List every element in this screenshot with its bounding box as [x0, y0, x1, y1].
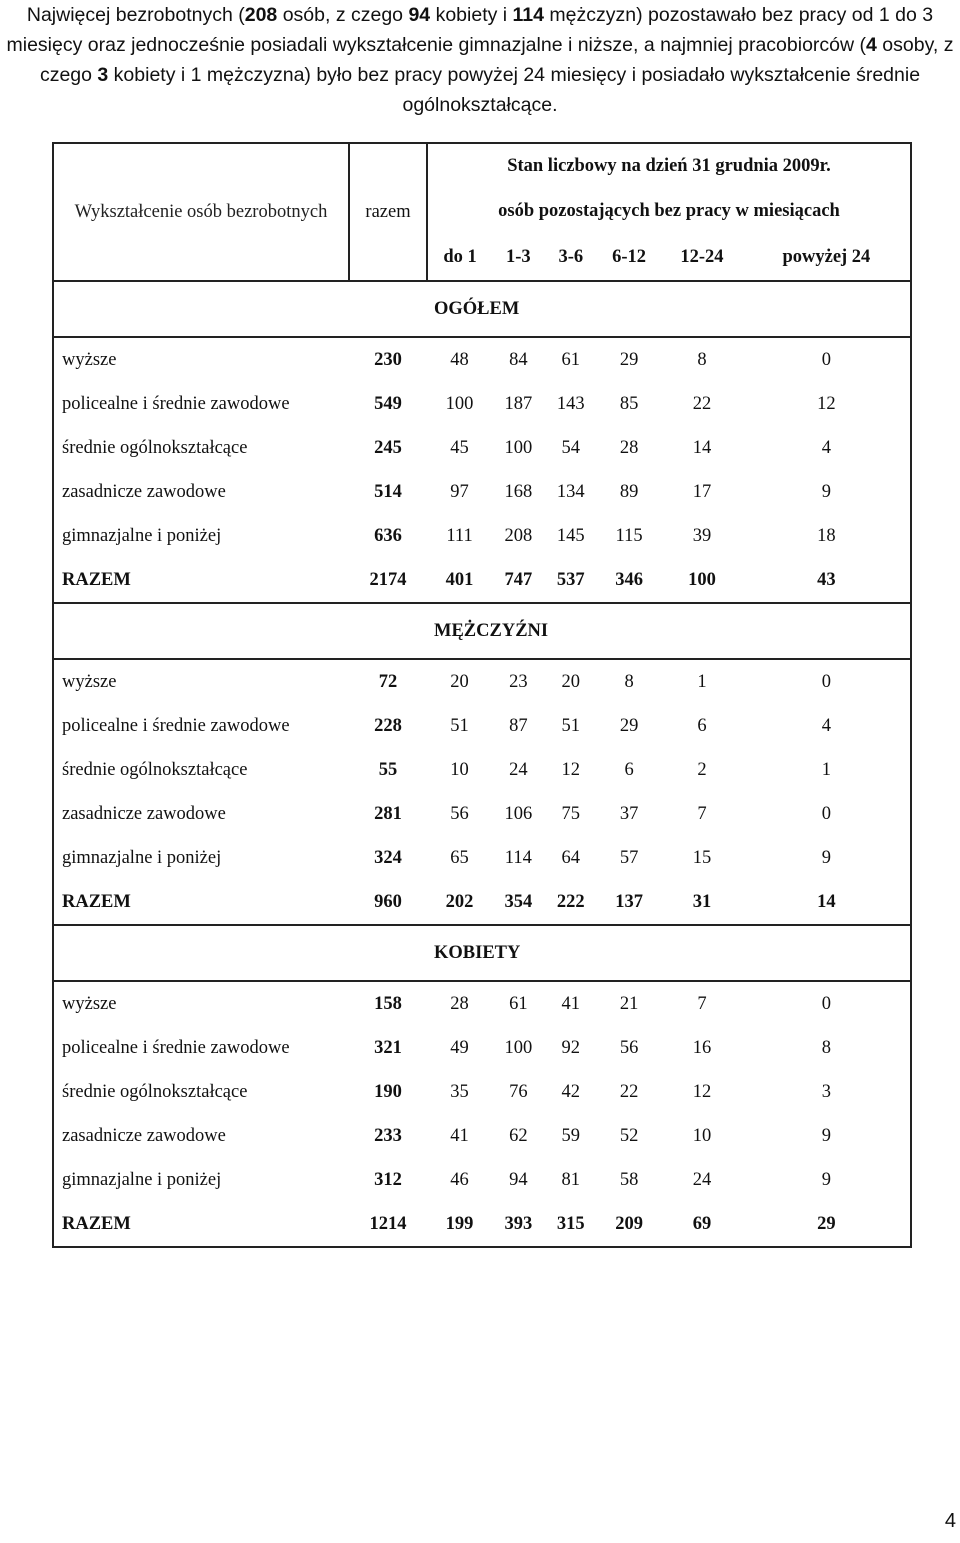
table-cell: 0: [743, 981, 911, 1026]
table-row: [53, 382, 911, 426]
section-title: KOBIETY: [53, 925, 911, 981]
table-cell: 354: [492, 880, 544, 925]
table-cell: 100: [445, 393, 474, 414]
intro-paragraph: Najwięcej bezrobotnych (208 osób, z czego 94 kobiety i 114 mężczyzn) pozostawało bez pracy od 1 do 3 miesięcy oraz jednocześnie posiadali wykształcenie gimnazjalne i niższe, a najmniej pracobiorców (4 osoby, z czego 3 kobiety i 1 mężczyzna) było bez pracy powyżej 24 miesięcy i posiadało wykształcenie średnie ogólnokształcące.: [6, 4, 954, 116]
table-cell: 0: [743, 792, 911, 836]
row-label: gimnazjalne i poniżej: [53, 514, 349, 558]
table-cell: 143: [556, 393, 585, 414]
row-label: średnie ogólnokształcące: [53, 426, 349, 470]
table-cell: 22: [619, 1081, 639, 1102]
row-total: 190: [374, 1081, 402, 1102]
table-cell: 28: [619, 437, 639, 458]
table-cell: 52: [619, 1125, 639, 1146]
row-total: 636: [374, 525, 402, 546]
table-cell: 100: [661, 558, 743, 603]
table-cell: 85: [619, 393, 639, 414]
table-cell: 7: [697, 993, 707, 1014]
table-cell: 49: [450, 1037, 469, 1058]
header-duration: osób pozostających bez pracy w miesiącach: [427, 189, 911, 236]
table-cell: 401: [427, 558, 492, 603]
unemployment-table: [52, 142, 912, 1248]
row-total: 158: [374, 993, 402, 1014]
page-number: 4: [944, 1510, 956, 1532]
table-cell: 48: [450, 349, 469, 370]
table-cell: 1: [743, 748, 911, 792]
table-cell: 8: [624, 671, 634, 692]
table-cell: 100: [504, 1037, 533, 1058]
row-total: 2174: [349, 558, 427, 603]
table-cell: 18: [743, 514, 911, 558]
table-cell: 9: [743, 836, 911, 880]
table-cell: 15: [692, 847, 712, 868]
table-cell: 24: [692, 1169, 712, 1190]
table-cell: 51: [561, 715, 581, 736]
table-row: [53, 836, 911, 880]
section-row: [53, 603, 911, 659]
table-row: [53, 426, 911, 470]
table-cell: 3: [743, 1070, 911, 1114]
table-cell: 61: [509, 993, 528, 1014]
table-cell: 54: [561, 437, 581, 458]
table-cell: 199: [427, 1202, 492, 1247]
table-cell: 12: [743, 382, 911, 426]
table-cell: 100: [504, 437, 533, 458]
row-total: 72: [378, 671, 398, 692]
table-cell: 209: [597, 1202, 661, 1247]
row-label: policealne i średnie zawodowe: [53, 1026, 349, 1070]
table-cell: 42: [561, 1081, 581, 1102]
table-cell: 64: [561, 847, 581, 868]
table-cell: 29: [743, 1202, 911, 1247]
row-total: 1214: [349, 1202, 427, 1247]
row-total: 228: [374, 715, 402, 736]
table-cell: 51: [450, 715, 469, 736]
table-cell: 393: [492, 1202, 544, 1247]
table-cell: 59: [561, 1125, 581, 1146]
row-label: policealne i średnie zawodowe: [53, 704, 349, 748]
table-cell: 1: [697, 671, 707, 692]
row-total: 245: [374, 437, 402, 458]
table-cell: 61: [561, 349, 581, 370]
table-cell: 0: [743, 337, 911, 382]
table-cell: 17: [692, 481, 712, 502]
table-row: [53, 1114, 911, 1158]
row-label: gimnazjalne i poniżej: [53, 836, 349, 880]
table-cell: 23: [509, 671, 528, 692]
table-cell: 114: [504, 847, 532, 868]
table-cell: 87: [509, 715, 528, 736]
table-cell: 21: [619, 993, 639, 1014]
table-cell: 29: [619, 715, 639, 736]
header-col: 12-24: [661, 235, 743, 281]
section-title: OGÓŁEM: [53, 281, 911, 337]
table-cell: 16: [692, 1037, 712, 1058]
table-cell: 12: [561, 759, 581, 780]
table-cell: 24: [509, 759, 528, 780]
row-total: 960: [349, 880, 427, 925]
table-row: [53, 659, 911, 704]
row-label: zasadnicze zawodowe: [53, 792, 349, 836]
row-label: zasadnicze zawodowe: [53, 470, 349, 514]
table-cell: 12: [692, 1081, 712, 1102]
table-cell: 8: [697, 349, 707, 370]
row-total: 324: [374, 847, 402, 868]
table-cell: 0: [743, 659, 911, 704]
table-cell: 111: [446, 525, 473, 546]
row-total: 312: [374, 1169, 402, 1190]
table-cell: 76: [509, 1081, 528, 1102]
table-cell: 747: [492, 558, 544, 603]
table-cell: 9: [743, 470, 911, 514]
table-cell: 41: [450, 1125, 469, 1146]
table-cell: 537: [545, 558, 597, 603]
table-cell: 45: [450, 437, 469, 458]
table-cell: 75: [561, 803, 581, 824]
row-label: wyższe: [53, 659, 349, 704]
table-row: [53, 1070, 911, 1114]
table-cell: 315: [545, 1202, 597, 1247]
table-cell: 9: [743, 1114, 911, 1158]
header-education: Wykształcenie osób bezrobotnych: [53, 143, 349, 281]
row-total: 55: [378, 759, 398, 780]
table-cell: 58: [619, 1169, 639, 1190]
table-cell: 39: [692, 525, 712, 546]
total-row: [53, 880, 911, 925]
header-col: 1-3: [492, 235, 544, 281]
table-cell: 202: [427, 880, 492, 925]
table-body: [53, 281, 911, 1247]
section-title: MĘŻCZYŹNI: [53, 603, 911, 659]
row-total: 321: [374, 1037, 402, 1058]
row-total: 230: [374, 349, 402, 370]
table-cell: 9: [743, 1158, 911, 1202]
table-cell: 7: [697, 803, 707, 824]
table-row: [53, 748, 911, 792]
section-row: [53, 281, 911, 337]
table-cell: 41: [561, 993, 581, 1014]
table-row: [53, 337, 911, 382]
table-cell: 89: [619, 481, 639, 502]
header-col: 6-12: [597, 235, 661, 281]
header-razem: razem: [349, 143, 427, 281]
table-cell: 20: [561, 671, 581, 692]
row-label: policealne i średnie zawodowe: [53, 382, 349, 426]
table-cell: 56: [450, 803, 469, 824]
row-label: zasadnicze zawodowe: [53, 1114, 349, 1158]
total-row: [53, 1202, 911, 1247]
table-cell: 57: [619, 847, 639, 868]
table-cell: 20: [450, 671, 469, 692]
table-row: [53, 1026, 911, 1070]
table-cell: 56: [619, 1037, 639, 1058]
table-cell: 222: [545, 880, 597, 925]
table-cell: 14: [692, 437, 712, 458]
row-label: RAZEM: [53, 880, 349, 925]
table-cell: 22: [692, 393, 712, 414]
row-label: średnie ogólnokształcące: [53, 748, 349, 792]
table-cell: 10: [692, 1125, 712, 1146]
row-label: wyższe: [53, 337, 349, 382]
table-cell: 10: [450, 759, 469, 780]
table-row: [53, 514, 911, 558]
row-label: wyższe: [53, 981, 349, 1026]
table-cell: 37: [619, 803, 639, 824]
table-cell: 4: [743, 704, 911, 748]
row-label: gimnazjalne i poniżej: [53, 1158, 349, 1202]
row-label: RAZEM: [53, 558, 349, 603]
table-cell: 8: [743, 1026, 911, 1070]
table-cell: 94: [509, 1169, 528, 1190]
row-total: 514: [374, 481, 402, 502]
table-row: [53, 1158, 911, 1202]
table-cell: 145: [556, 525, 585, 546]
table-cell: 134: [556, 481, 585, 502]
table-cell: 6: [697, 715, 707, 736]
table-cell: 346: [597, 558, 661, 603]
table-cell: 29: [619, 349, 639, 370]
row-total: 281: [374, 803, 402, 824]
table-cell: 84: [509, 349, 528, 370]
table-cell: 208: [504, 525, 533, 546]
table-cell: 6: [624, 759, 634, 780]
table-cell: 35: [450, 1081, 469, 1102]
header-col: do 1: [427, 235, 492, 281]
table-cell: 2: [697, 759, 707, 780]
table-cell: 115: [615, 525, 643, 546]
header-stan: Stan liczbowy na dzień 31 grudnia 2009r.: [427, 143, 911, 189]
table-cell: 65: [450, 847, 469, 868]
table-row: [53, 981, 911, 1026]
table-cell: 31: [661, 880, 743, 925]
row-total: 549: [374, 393, 402, 414]
table-cell: 69: [661, 1202, 743, 1247]
table-row: [53, 792, 911, 836]
table-cell: 46: [450, 1169, 469, 1190]
table-cell: 97: [450, 481, 469, 502]
table-row: [53, 704, 911, 748]
table-cell: 106: [504, 803, 533, 824]
header-col: powyżej 24: [743, 235, 911, 281]
table-cell: 187: [504, 393, 533, 414]
total-row: [53, 558, 911, 603]
header-col: 3-6: [545, 235, 597, 281]
row-label: średnie ogólnokształcące: [53, 1070, 349, 1114]
table-cell: 43: [743, 558, 911, 603]
section-row: [53, 925, 911, 981]
table-cell: 28: [450, 993, 469, 1014]
table-cell: 137: [597, 880, 661, 925]
table-cell: 4: [743, 426, 911, 470]
table-row: [53, 470, 911, 514]
table-cell: 168: [504, 481, 533, 502]
table-cell: 92: [561, 1037, 581, 1058]
table-cell: 62: [509, 1125, 528, 1146]
table-cell: 81: [561, 1169, 581, 1190]
table-cell: 14: [743, 880, 911, 925]
row-total: 233: [374, 1125, 402, 1146]
row-label: RAZEM: [53, 1202, 349, 1247]
